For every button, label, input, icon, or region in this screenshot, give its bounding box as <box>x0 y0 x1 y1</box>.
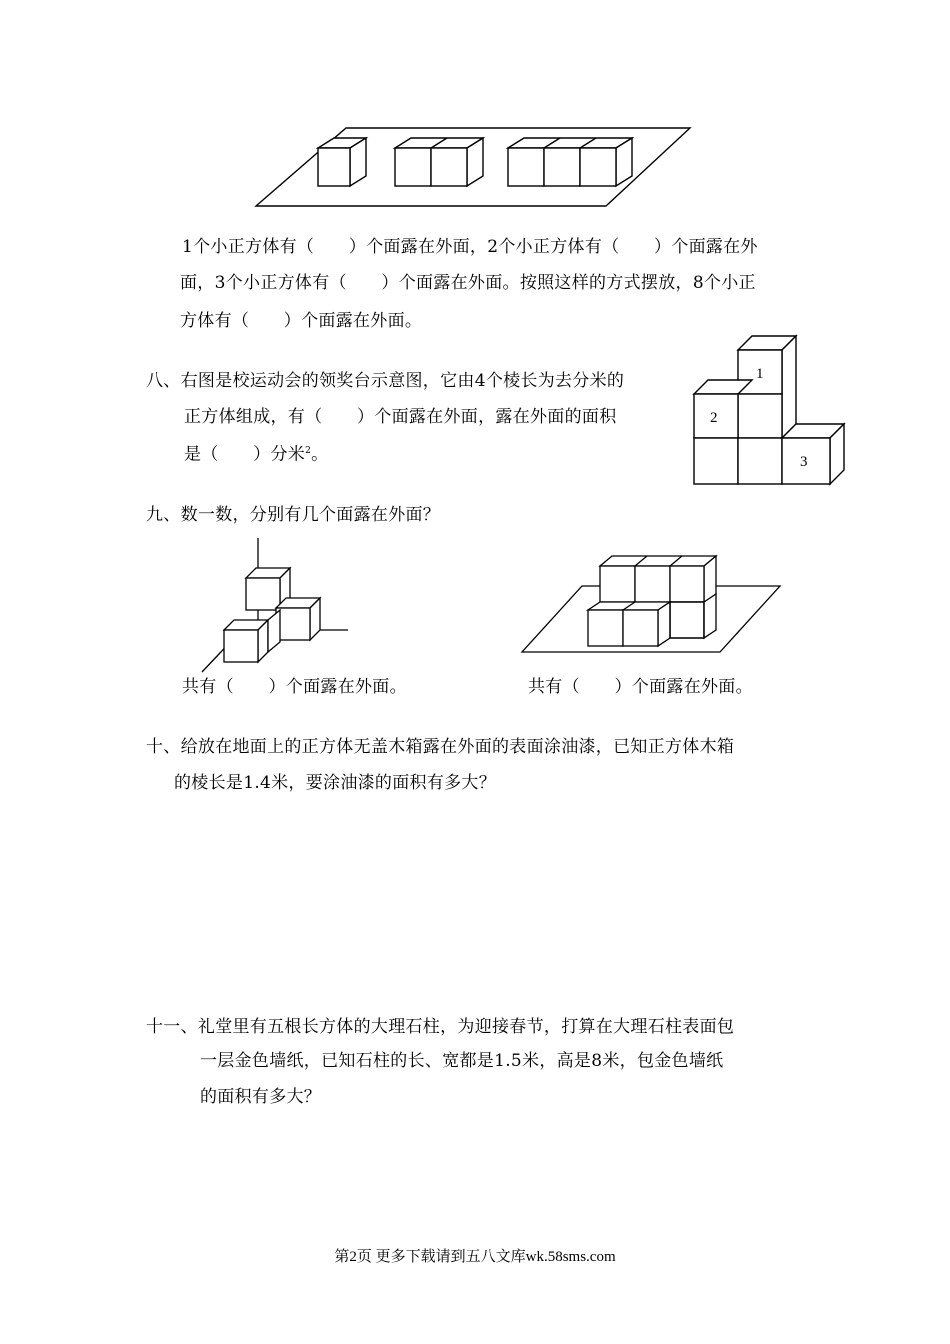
cube-rows-figure <box>250 120 700 210</box>
podium-label-1: 1 <box>756 366 764 382</box>
q7-line-3: 方体有（ ）个面露在外面。 <box>180 311 423 331</box>
q8-line-2: 正方体组成，有（ ）个面露在外面，露在外面的面积 <box>184 407 617 427</box>
page-footer: 第2页 更多下载请到五八文库wk.58sms.com <box>334 1249 616 1265</box>
corner-cubes-figure <box>196 536 356 676</box>
podium-figure <box>690 330 850 490</box>
q11-line-1: 十一、礼堂里有五根长方体的大理石柱，为迎接春节，打算在大理石柱表面包 <box>146 1017 735 1037</box>
q8-line-3 <box>184 440 328 466</box>
q7-line-2: 面，3个小正方体有（ ）个面露在外面。按照这样的方式摆放，8个小正 <box>180 273 756 293</box>
q8-unit-superscript: 2 <box>305 446 312 456</box>
q9-right-answer: 共有（ ）个面露在外面。 <box>528 677 753 697</box>
q11-line-2: 一层金色墙纸，已知石柱的长、宽都是1.5米，高是8米，包金色墙纸 <box>200 1051 724 1071</box>
q11-line-3: 的面积有多大？ <box>200 1087 322 1107</box>
stacked-cubes-figure <box>520 548 785 658</box>
q10-line-1: 十、给放在地面上的正方体无盖木箱露在外面的表面涂油漆，已知正方体木箱 <box>146 737 735 757</box>
podium-label-3: 3 <box>800 454 808 470</box>
q8-line-3-text: 是（ ）分米 <box>184 444 306 465</box>
q9-left-answer: 共有（ ）个面露在外面。 <box>182 677 407 697</box>
q10-line-2: 的棱长是1.4米，要涂油漆的面积有多大？ <box>174 773 497 793</box>
podium-label-2: 2 <box>710 410 718 426</box>
q7-line-1: 1个小正方体有（ ）个面露在外面，2个小正方体有（ ）个面露在外 <box>182 237 758 257</box>
q8-line-1: 八、右图是校运动会的领奖台示意图，它由4个棱长为去分米的 <box>146 371 625 391</box>
q9-title: 九、数一数，分别有几个面露在外面？ <box>146 505 441 525</box>
q8-line-3-end: 。 <box>311 444 329 465</box>
